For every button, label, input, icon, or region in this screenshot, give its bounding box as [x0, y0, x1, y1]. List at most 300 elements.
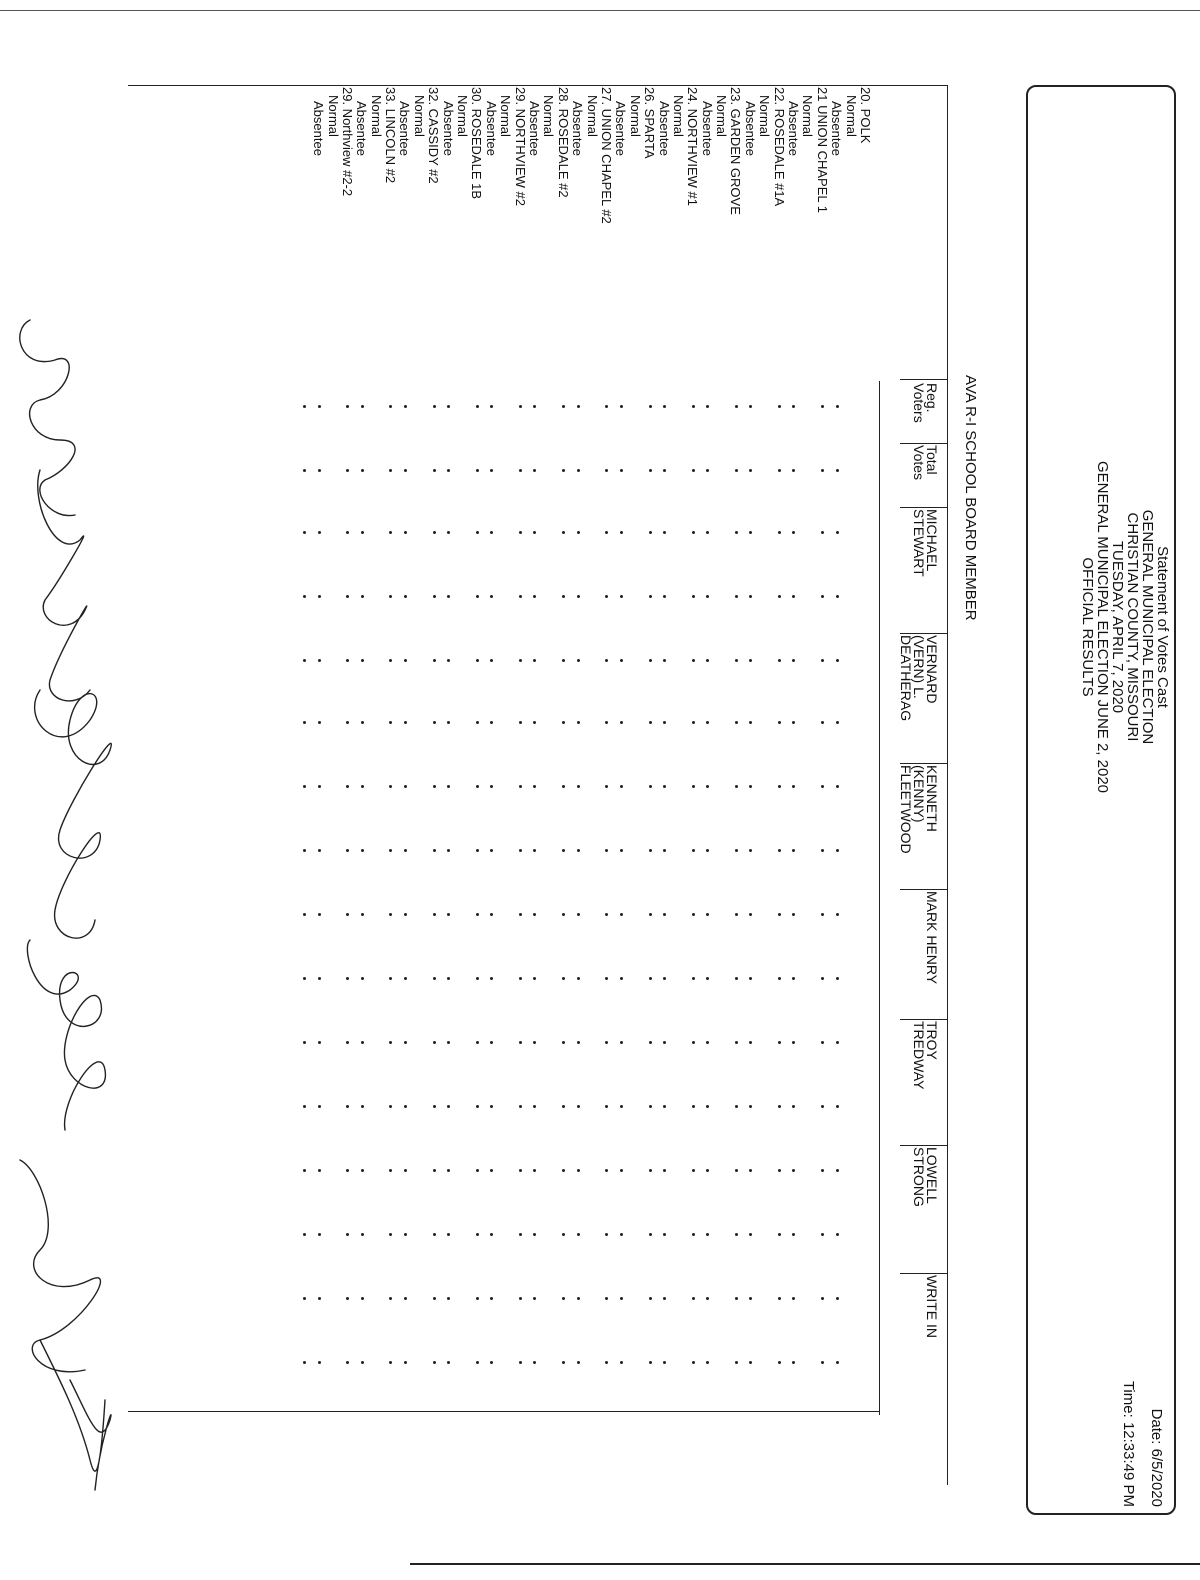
empty-cell-dot: [303, 977, 306, 980]
empty-cell-dot: [706, 595, 709, 598]
empty-cell-dot: [447, 1297, 450, 1300]
dot-spacer: [498, 1169, 512, 1183]
column-divider: [900, 507, 948, 508]
empty-cell-dot: [663, 1169, 666, 1172]
dot-row: [743, 977, 757, 991]
dot-spacer: [498, 785, 512, 799]
empty-cell-dot: [706, 1169, 709, 1172]
empty-cell-dot: [533, 1169, 536, 1172]
empty-cell-dot: [562, 849, 565, 852]
empty-cell-dot: [692, 659, 695, 662]
column-header-line: WRITE IN: [924, 1275, 940, 1338]
dot-row: [527, 1233, 541, 1247]
dot-row: [527, 721, 541, 735]
dot-spacer: [585, 1233, 599, 1247]
empty-cell-dot: [346, 1105, 349, 1108]
dot-spacer: [326, 1105, 340, 1119]
precinct-name: 32. CASSIDY #2: [426, 87, 442, 184]
dot-row: [311, 913, 325, 927]
empty-cell-dot: [836, 1169, 839, 1172]
empty-cell-dot: [490, 595, 493, 598]
dot-row: [657, 469, 671, 483]
dot-row: [657, 1297, 671, 1311]
dot-spacer: [498, 913, 512, 927]
empty-cell-dot: [620, 1297, 623, 1300]
dot-row: [570, 469, 584, 483]
dot-spacer: [412, 469, 426, 483]
empty-cell-dot: [562, 721, 565, 724]
column-divider: [900, 1145, 948, 1146]
empty-cell-dot: [533, 531, 536, 534]
empty-cell-dot: [749, 1233, 752, 1236]
precinct-vote-type: Absentee: [570, 101, 586, 156]
dot-spacer: [412, 659, 426, 673]
dot-row: [383, 1169, 397, 1183]
dot-spacer: [585, 977, 599, 991]
dot-column: [297, 977, 858, 991]
dot-row: [426, 1361, 440, 1375]
empty-cell-dot: [706, 977, 709, 980]
dot-row: [469, 405, 483, 419]
empty-cell-dot: [663, 469, 666, 472]
empty-cell-dot: [735, 1361, 738, 1364]
dot-row: [829, 1105, 843, 1119]
dot-row: [297, 721, 311, 735]
empty-cell-dot: [706, 785, 709, 788]
empty-cell-dot: [390, 469, 393, 472]
dot-spacer: [455, 1361, 469, 1375]
dot-row: [426, 1233, 440, 1247]
precinct-name: 20. POLK: [858, 87, 873, 144]
empty-cell-dot: [447, 531, 450, 534]
dot-spacer: [628, 785, 642, 799]
dot-row: [700, 1041, 714, 1055]
dot-row: [815, 1297, 829, 1311]
empty-cell-dot: [577, 595, 580, 598]
dot-spacer: [671, 721, 685, 735]
dot-row: [340, 913, 354, 927]
dot-row: [743, 1297, 757, 1311]
dot-spacer: [498, 1297, 512, 1311]
dot-row: [441, 1297, 455, 1311]
empty-cell-dot: [749, 977, 752, 980]
dot-row: [728, 1105, 742, 1119]
empty-cell-dot: [792, 469, 795, 472]
dot-row: [815, 469, 829, 483]
dot-spacer: [628, 659, 642, 673]
dot-spacer: [455, 659, 469, 673]
dot-row: [685, 405, 699, 419]
dot-row: [685, 977, 699, 991]
empty-cell-dot: [620, 977, 623, 980]
empty-cell-dot: [778, 595, 781, 598]
dot-row: [383, 1233, 397, 1247]
empty-cell-dot: [692, 469, 695, 472]
dot-row: [815, 1233, 829, 1247]
column-header-line: Votes: [911, 445, 927, 481]
dot-row: [613, 659, 627, 673]
dot-spacer: [800, 1169, 814, 1183]
empty-cell-dot: [533, 721, 536, 724]
header-meta: [1114, 1167, 1170, 1507]
dot-row: [426, 721, 440, 735]
dot-row: [354, 595, 368, 609]
empty-cell-dot: [792, 785, 795, 788]
dot-row: [527, 1041, 541, 1055]
dot-column: [297, 913, 858, 927]
empty-cell-dot: [735, 405, 738, 408]
dot-row: [786, 1105, 800, 1119]
dot-row: [728, 531, 742, 545]
dot-row: [513, 595, 527, 609]
column-divider: [900, 379, 948, 380]
dot-row: [815, 531, 829, 545]
dot-row: [786, 595, 800, 609]
empty-cell-dot: [577, 913, 580, 916]
dot-spacer: [714, 1105, 728, 1119]
empty-cell-dot: [476, 659, 479, 662]
empty-cell-dot: [735, 849, 738, 852]
dot-spacer: [369, 659, 383, 673]
precinct-list: [311, 87, 872, 377]
dot-row: [599, 1105, 613, 1119]
empty-cell-dot: [346, 659, 349, 662]
empty-cell-dot: [649, 1169, 652, 1172]
empty-cell-dot: [792, 849, 795, 852]
empty-cell-dot: [318, 721, 321, 724]
dot-row: [642, 469, 656, 483]
dot-spacer: [844, 469, 858, 483]
dot-row: [354, 913, 368, 927]
empty-cell-dot: [318, 1105, 321, 1108]
dot-row: [570, 1297, 584, 1311]
dot-row: [570, 659, 584, 673]
header-line: GENERAL MUNICIPAL ELECTION JUNE 2, 2020: [1094, 460, 1111, 794]
dot-spacer: [844, 659, 858, 673]
dot-row: [426, 531, 440, 545]
empty-cell-dot: [519, 1041, 522, 1044]
empty-cell-dot: [303, 1105, 306, 1108]
dot-row: [340, 1105, 354, 1119]
empty-cell-dot: [447, 913, 450, 916]
empty-cell-dot: [821, 1041, 824, 1044]
dot-row: [354, 1361, 368, 1375]
empty-cell-dot: [778, 1361, 781, 1364]
dot-spacer: [628, 849, 642, 863]
empty-cell-dot: [821, 659, 824, 662]
precinct-vote-type: Normal: [541, 95, 557, 137]
dot-row: [398, 1041, 412, 1055]
dot-spacer: [757, 659, 771, 673]
dot-spacer: [369, 1105, 383, 1119]
precinct-name: 21 UNION CHAPEL 1: [814, 87, 830, 213]
dot-row: [441, 1105, 455, 1119]
dot-row: [786, 721, 800, 735]
dot-row: [657, 659, 671, 673]
dot-spacer: [714, 1041, 728, 1055]
empty-cell-dot: [577, 849, 580, 852]
dot-spacer: [585, 595, 599, 609]
empty-cell-dot: [318, 595, 321, 598]
empty-cell-dot: [433, 785, 436, 788]
dot-row: [657, 595, 671, 609]
empty-cell-dot: [346, 977, 349, 980]
dot-row: [570, 1361, 584, 1375]
dot-row: [613, 721, 627, 735]
dot-row: [815, 849, 829, 863]
dot-row: [441, 1233, 455, 1247]
table-top-rule: [947, 85, 948, 1485]
empty-cell-dot: [620, 913, 623, 916]
empty-cell-dot: [361, 913, 364, 916]
empty-cell-dot: [562, 1361, 565, 1364]
empty-cell-dot: [533, 659, 536, 662]
empty-cell-dot: [533, 1297, 536, 1300]
dot-row: [613, 1233, 627, 1247]
empty-cell-dot: [404, 1297, 407, 1300]
empty-cell-dot: [490, 1233, 493, 1236]
dot-column: [297, 1297, 858, 1311]
empty-cell-dot: [605, 1169, 608, 1172]
empty-cell-dot: [605, 849, 608, 852]
empty-cell-dot: [749, 721, 752, 724]
dot-spacer: [455, 405, 469, 419]
dot-row: [527, 849, 541, 863]
dot-row: [786, 469, 800, 483]
empty-cell-dot: [318, 1297, 321, 1300]
empty-cell-dot: [706, 849, 709, 852]
empty-cell-dot: [649, 1041, 652, 1044]
empty-cell-dot: [620, 1361, 623, 1364]
column-header: [912, 445, 938, 480]
dot-row: [829, 595, 843, 609]
dot-row: [398, 721, 412, 735]
dot-row: [556, 785, 570, 799]
dot-spacer: [498, 659, 512, 673]
precinct-vote-type: Normal: [714, 95, 730, 137]
dot-row: [469, 1233, 483, 1247]
empty-cell-dot: [519, 721, 522, 724]
dot-spacer: [585, 469, 599, 483]
empty-cell-dot: [433, 531, 436, 534]
column-header-line: KENNETH: [924, 765, 940, 832]
empty-cell-dot: [447, 469, 450, 472]
empty-cell-dot: [390, 721, 393, 724]
empty-cell-dot: [346, 469, 349, 472]
dot-column: [297, 1169, 858, 1183]
empty-cell-dot: [836, 721, 839, 724]
dot-column: [297, 721, 858, 735]
empty-cell-dot: [433, 977, 436, 980]
dot-row: [815, 1041, 829, 1055]
empty-cell-dot: [562, 1105, 565, 1108]
dot-spacer: [541, 721, 555, 735]
dot-row: [599, 1169, 613, 1183]
dot-row: [570, 405, 584, 419]
empty-cell-dot: [778, 913, 781, 916]
empty-cell-dot: [692, 595, 695, 598]
empty-cell-dot: [433, 469, 436, 472]
dot-row: [426, 1169, 440, 1183]
dot-row: [527, 405, 541, 419]
dot-row: [513, 469, 527, 483]
dot-spacer: [585, 405, 599, 419]
precinct-vote-type: Normal: [498, 95, 514, 137]
dot-row: [398, 531, 412, 545]
header-title-block: [1080, 87, 1170, 1167]
precinct-vote-type: Absentee: [786, 101, 802, 156]
dot-spacer: [585, 531, 599, 545]
column-header-line: LOWELL: [924, 1147, 940, 1204]
dot-row: [728, 659, 742, 673]
dot-row: [700, 595, 714, 609]
empty-cell-dot: [303, 721, 306, 724]
dot-row: [829, 1361, 843, 1375]
dot-row: [700, 913, 714, 927]
dot-row: [700, 469, 714, 483]
dot-spacer: [498, 1361, 512, 1375]
dot-row: [599, 659, 613, 673]
header-line: Statement of Votes Cast: [1154, 546, 1171, 708]
empty-cell-dot: [303, 849, 306, 852]
dot-row: [311, 1169, 325, 1183]
empty-cell-dot: [778, 1169, 781, 1172]
dot-row: [513, 1169, 527, 1183]
empty-cell-dot: [778, 1041, 781, 1044]
empty-cell-dot: [649, 659, 652, 662]
empty-cell-dot: [490, 1169, 493, 1172]
dot-row: [743, 1105, 757, 1119]
dot-spacer: [844, 1041, 858, 1055]
dot-column: [297, 785, 858, 799]
empty-cell-dot: [519, 785, 522, 788]
dot-row: [772, 469, 786, 483]
empty-cell-dot: [361, 849, 364, 852]
dot-row: [354, 977, 368, 991]
dot-row: [383, 849, 397, 863]
dot-row: [484, 1361, 498, 1375]
empty-cell-dot: [476, 721, 479, 724]
table-left-rule: [128, 85, 948, 86]
dot-row: [570, 977, 584, 991]
dot-spacer: [628, 1169, 642, 1183]
empty-cell-dot: [361, 405, 364, 408]
dot-spacer: [628, 1105, 642, 1119]
dot-row: [642, 659, 656, 673]
empty-cell-dot: [706, 1105, 709, 1108]
empty-cell-dot: [404, 469, 407, 472]
dot-spacer: [844, 1105, 858, 1119]
empty-cell-dot: [447, 595, 450, 598]
dot-row: [426, 1297, 440, 1311]
dot-row: [311, 1233, 325, 1247]
dot-spacer: [585, 1105, 599, 1119]
dot-row: [441, 659, 455, 673]
dot-row: [311, 405, 325, 419]
empty-cell-dot: [303, 1169, 306, 1172]
dot-spacer: [455, 1233, 469, 1247]
dot-row: [398, 469, 412, 483]
dot-spacer: [800, 659, 814, 673]
empty-cell-dot: [318, 469, 321, 472]
empty-cell-dot: [778, 977, 781, 980]
dot-row: [469, 469, 483, 483]
dot-row: [426, 913, 440, 927]
empty-cell-dot: [562, 977, 565, 980]
dot-row: [743, 849, 757, 863]
dot-row: [772, 1297, 786, 1311]
race-title: AVA R-I SCHOOL BOARD MEMBER: [962, 375, 979, 621]
precinct-vote-type: Absentee: [699, 101, 715, 156]
empty-cell-dot: [605, 405, 608, 408]
empty-cell-dot: [404, 913, 407, 916]
empty-cell-dot: [519, 595, 522, 598]
dot-row: [815, 721, 829, 735]
empty-cell-dot: [433, 1233, 436, 1236]
empty-cell-dot: [562, 405, 565, 408]
empty-cell-dot: [577, 785, 580, 788]
dot-row: [441, 721, 455, 735]
empty-cell-dot: [303, 1297, 306, 1300]
dot-row: [685, 595, 699, 609]
empty-cell-dot: [605, 1105, 608, 1108]
empty-cell-dot: [620, 469, 623, 472]
dot-spacer: [628, 531, 642, 545]
dot-spacer: [800, 977, 814, 991]
precinct-vote-type: Absentee: [613, 101, 629, 156]
dot-row: [354, 405, 368, 419]
empty-cell-dot: [346, 1169, 349, 1172]
empty-cell-dot: [577, 977, 580, 980]
empty-cell-dot: [318, 1233, 321, 1236]
dot-row: [772, 849, 786, 863]
dot-spacer: [326, 469, 340, 483]
dot-spacer: [671, 659, 685, 673]
dot-row: [700, 531, 714, 545]
empty-cell-dot: [433, 1297, 436, 1300]
dot-row: [426, 1041, 440, 1055]
dot-row: [513, 1361, 527, 1375]
dot-spacer: [369, 1169, 383, 1183]
dot-row: [599, 595, 613, 609]
empty-cell-dot: [346, 531, 349, 534]
empty-cell-dot: [792, 659, 795, 662]
empty-cell-dot: [447, 721, 450, 724]
dot-spacer: [412, 1297, 426, 1311]
dot-row: [398, 659, 412, 673]
dot-spacer: [412, 1169, 426, 1183]
dot-row: [700, 1105, 714, 1119]
dot-row: [815, 1169, 829, 1183]
dot-spacer: [714, 405, 728, 419]
dot-row: [340, 849, 354, 863]
precinct-name: 24. NORTHVIEW #1: [685, 87, 701, 206]
empty-cell-dot: [663, 595, 666, 598]
empty-cell-dot: [533, 405, 536, 408]
dot-row: [513, 913, 527, 927]
empty-cell-dot: [692, 849, 695, 852]
empty-cell-dot: [836, 531, 839, 534]
dot-row: [657, 531, 671, 545]
empty-cell-dot: [778, 721, 781, 724]
column-header-line: TROY: [924, 1021, 940, 1060]
dot-row: [340, 531, 354, 545]
signature-4: [20, 1160, 111, 1490]
dot-spacer: [628, 469, 642, 483]
dot-row: [786, 659, 800, 673]
empty-cell-dot: [749, 595, 752, 598]
precinct-vote-type: Normal: [757, 95, 773, 137]
